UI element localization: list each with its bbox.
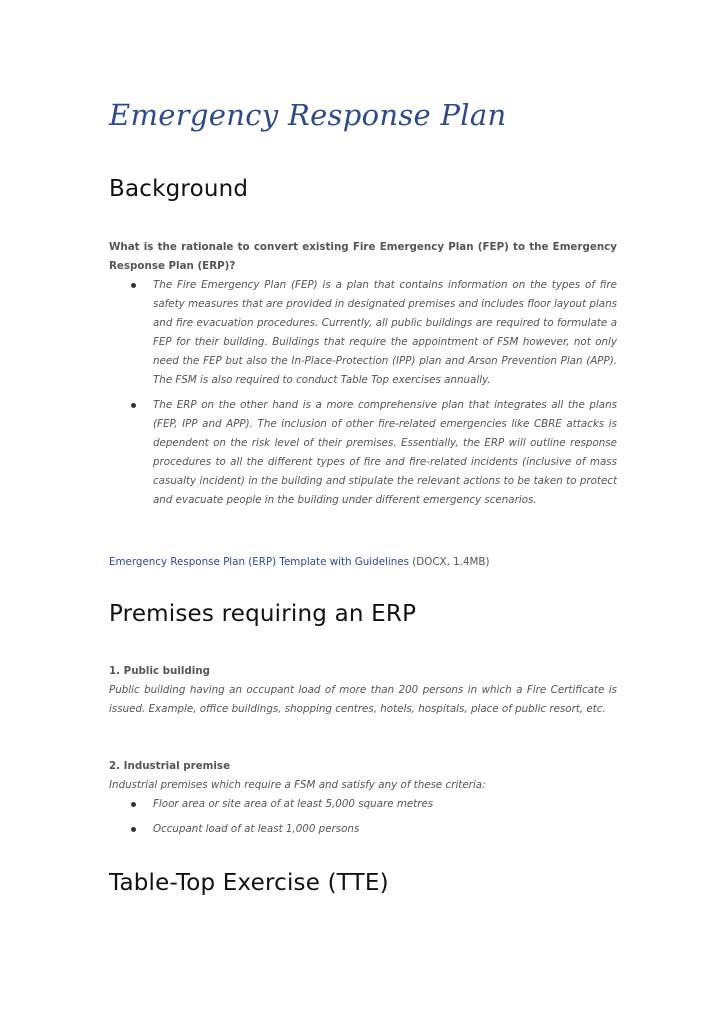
bullet-icon [131, 802, 136, 807]
rationale-question: What is the rationale to convert existing Fire Emergency Plan (FEP) to the Emergency Response Plan (ERP)? [109, 241, 617, 272]
criteria-list [109, 795, 617, 839]
erp-template-link[interactable]: Emergency Response Plan (ERP) Template with Guidelines [109, 556, 409, 568]
background-bullet-list [109, 276, 617, 510]
public-building-heading: 1. Public building [109, 665, 211, 677]
list-item [109, 795, 617, 814]
public-building-text: Public building having an occupant load of more than 200 persons in which a Fire Certificate is issued. Example, office buildings, shopping centres, hotels, hospitals, place of public resort, etc. [109, 684, 617, 715]
industrial-premise-heading: 2. Industrial premise [109, 760, 231, 772]
criteria-text: Occupant load of at least 1,000 persons [153, 823, 360, 835]
template-download-line [109, 553, 617, 572]
bullet-icon [131, 403, 136, 408]
bullet-text: The Fire Emergency Plan (FEP) is a plan that contains information on the types of fire safety measures that are provided in designated premises and includes floor layout plans and fire evacuation procedures. Currently, all public buildings are required to formulate a FEP for their building. Buildings that require the appointment of FSM however, not only need the FEP but also the In-Place-Protection (IPP) plan and Arson Prevention Plan (APP). The FSM is also required to conduct Table Top exercises annually. [153, 279, 617, 386]
file-meta: (DOCX, 1.4MB) [412, 556, 490, 568]
list-item [109, 820, 617, 839]
criteria-text: Floor area or site area of at least 5,000 square metres [153, 798, 434, 810]
bullet-icon [131, 827, 136, 832]
industrial-premise-text: Industrial premises which require a FSM and satisfy any of these criteria: [109, 779, 486, 791]
list-item [109, 396, 617, 510]
bullet-text: The ERP on the other hand is a more comprehensive plan that integrates all the plans (FEP, IPP and APP). The inclusion of other fire-related emergencies like CBRE attacks is dependent on the risk level of their premises. Essentially, the ERP will outline response procedures to all the different types of fire and fire-related incidents (inclusive of mass casualty incident) in the building and stipulate the relevant actions to be taken to protect and evacuate people in the building under different emergency scenarios. [153, 399, 617, 506]
premises-heading: Premises requiring an ERP [109, 601, 417, 627]
document-title: Emergency Response Plan [109, 98, 507, 132]
background-heading: Background [109, 176, 249, 202]
tte-heading: Table-Top Exercise (TTE) [109, 870, 389, 896]
bullet-icon [131, 283, 136, 288]
list-item [109, 276, 617, 390]
